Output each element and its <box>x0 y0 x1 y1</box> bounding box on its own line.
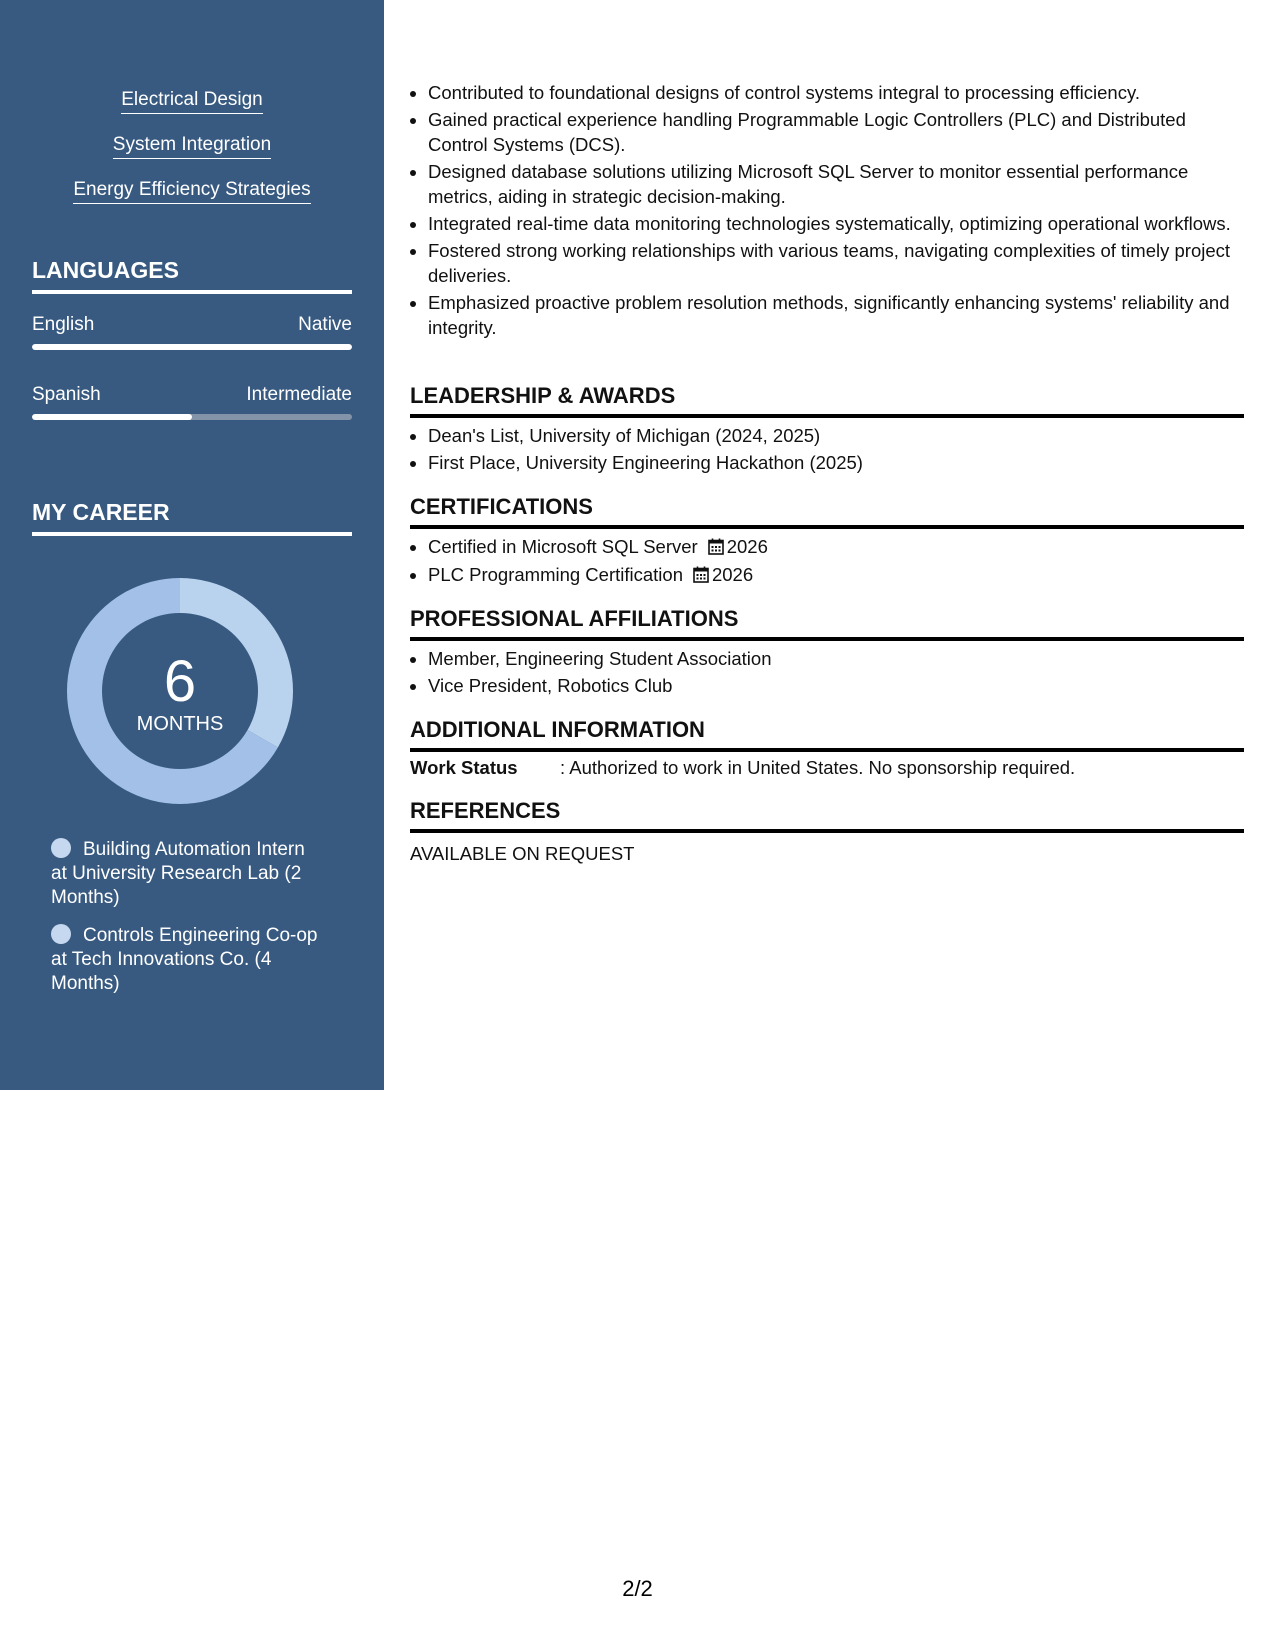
affiliations-list <box>410 646 1248 700</box>
additional-info-heading: ADDITIONAL INFORMATION <box>410 717 1244 752</box>
legend-dot-icon <box>51 838 71 858</box>
career-unit: MONTHS <box>136 713 224 735</box>
skill-label: Electrical Design <box>121 88 263 114</box>
career-item <box>51 838 321 910</box>
references-text: AVAILABLE ON REQUEST <box>410 843 635 864</box>
work-status-row <box>410 756 1075 780</box>
experience-bullets <box>410 80 1248 342</box>
page-number: 2/2 <box>622 1576 653 1601</box>
affiliation-item: • Vice President, Robotics Club <box>428 673 1248 698</box>
leadership-heading: LEADERSHIP & AWARDS <box>410 383 1244 418</box>
career-total: 6 <box>163 649 197 714</box>
career-item <box>51 924 321 996</box>
leadership-list <box>410 423 1248 477</box>
language-row <box>32 313 352 337</box>
language-level: Intermediate <box>246 384 352 405</box>
skill-item <box>0 133 384 159</box>
references-heading: REFERENCES <box>410 798 1244 833</box>
experience-bullet: • Emphasized proactive problem resolution methods, significantly enhancing systems' reliability and integrity. <box>428 290 1248 340</box>
calendar-icon <box>693 566 709 583</box>
legend-dot-icon <box>51 924 71 944</box>
language-name: English <box>32 314 95 335</box>
sidebar <box>0 0 384 1090</box>
certification-name: Certified in Microsoft SQL Server <box>428 536 698 557</box>
career-heading: MY CAREER <box>32 498 352 536</box>
certification-year: 2026 <box>711 564 754 585</box>
certifications-list <box>410 534 1248 589</box>
skill-label: Energy Efficiency Strategies <box>73 178 310 204</box>
skill-label: System Integration <box>113 133 271 159</box>
skill-item <box>0 88 384 114</box>
language-level: Native <box>298 314 352 335</box>
certification-item <box>428 562 1248 587</box>
calendar-icon <box>708 538 724 555</box>
leadership-item: • First Place, University Engineering Hackathon (2025) <box>428 450 1248 475</box>
certifications-heading: CERTIFICATIONS <box>410 494 1244 529</box>
certification-name: PLC Programming Certification <box>428 564 683 585</box>
proficiency-fill <box>32 344 352 350</box>
language-proficiency-bar <box>32 344 352 350</box>
career-item-text: Building Automation Intern at University Research Lab (2 Months) <box>51 839 305 908</box>
experience-bullet: • Contributed to foundational designs of control systems integral to processing efficiency. <box>428 80 1248 105</box>
work-status-value: : Authorized to work in United States. No sponsorship required. <box>560 757 1076 778</box>
leadership-item: • Dean's List, University of Michigan (2024, 2025) <box>428 423 1248 448</box>
experience-bullet: • Designed database solutions utilizing Microsoft SQL Server to monitor essential performance metrics, aiding in strategic decision-making. <box>428 159 1248 209</box>
career-item-text: Controls Engineering Co-op at Tech Innovations Co. (4 Months) <box>51 925 318 994</box>
experience-bullet: • Gained practical experience handling Programmable Logic Controllers (PLC) and Distributed Control Systems (DCS). <box>428 107 1248 157</box>
certification-item <box>428 534 1248 559</box>
language-name: Spanish <box>32 384 101 405</box>
affiliation-item: • Member, Engineering Student Association <box>428 646 1248 671</box>
experience-bullet: • Integrated real-time data monitoring technologies systematically, optimizing operational workflows. <box>428 211 1248 236</box>
skill-item <box>0 178 384 204</box>
work-status-label: Work Status <box>410 757 518 778</box>
languages-heading: LANGUAGES <box>32 256 352 294</box>
language-row <box>32 383 352 407</box>
proficiency-fill <box>32 414 192 420</box>
language-proficiency-bar <box>32 414 352 420</box>
affiliations-heading: PROFESSIONAL AFFILIATIONS <box>410 606 1244 641</box>
certification-year: 2026 <box>726 536 768 557</box>
experience-bullet: • Fostered strong working relationships with various teams, navigating complexities of timely project deliveries. <box>428 238 1248 288</box>
